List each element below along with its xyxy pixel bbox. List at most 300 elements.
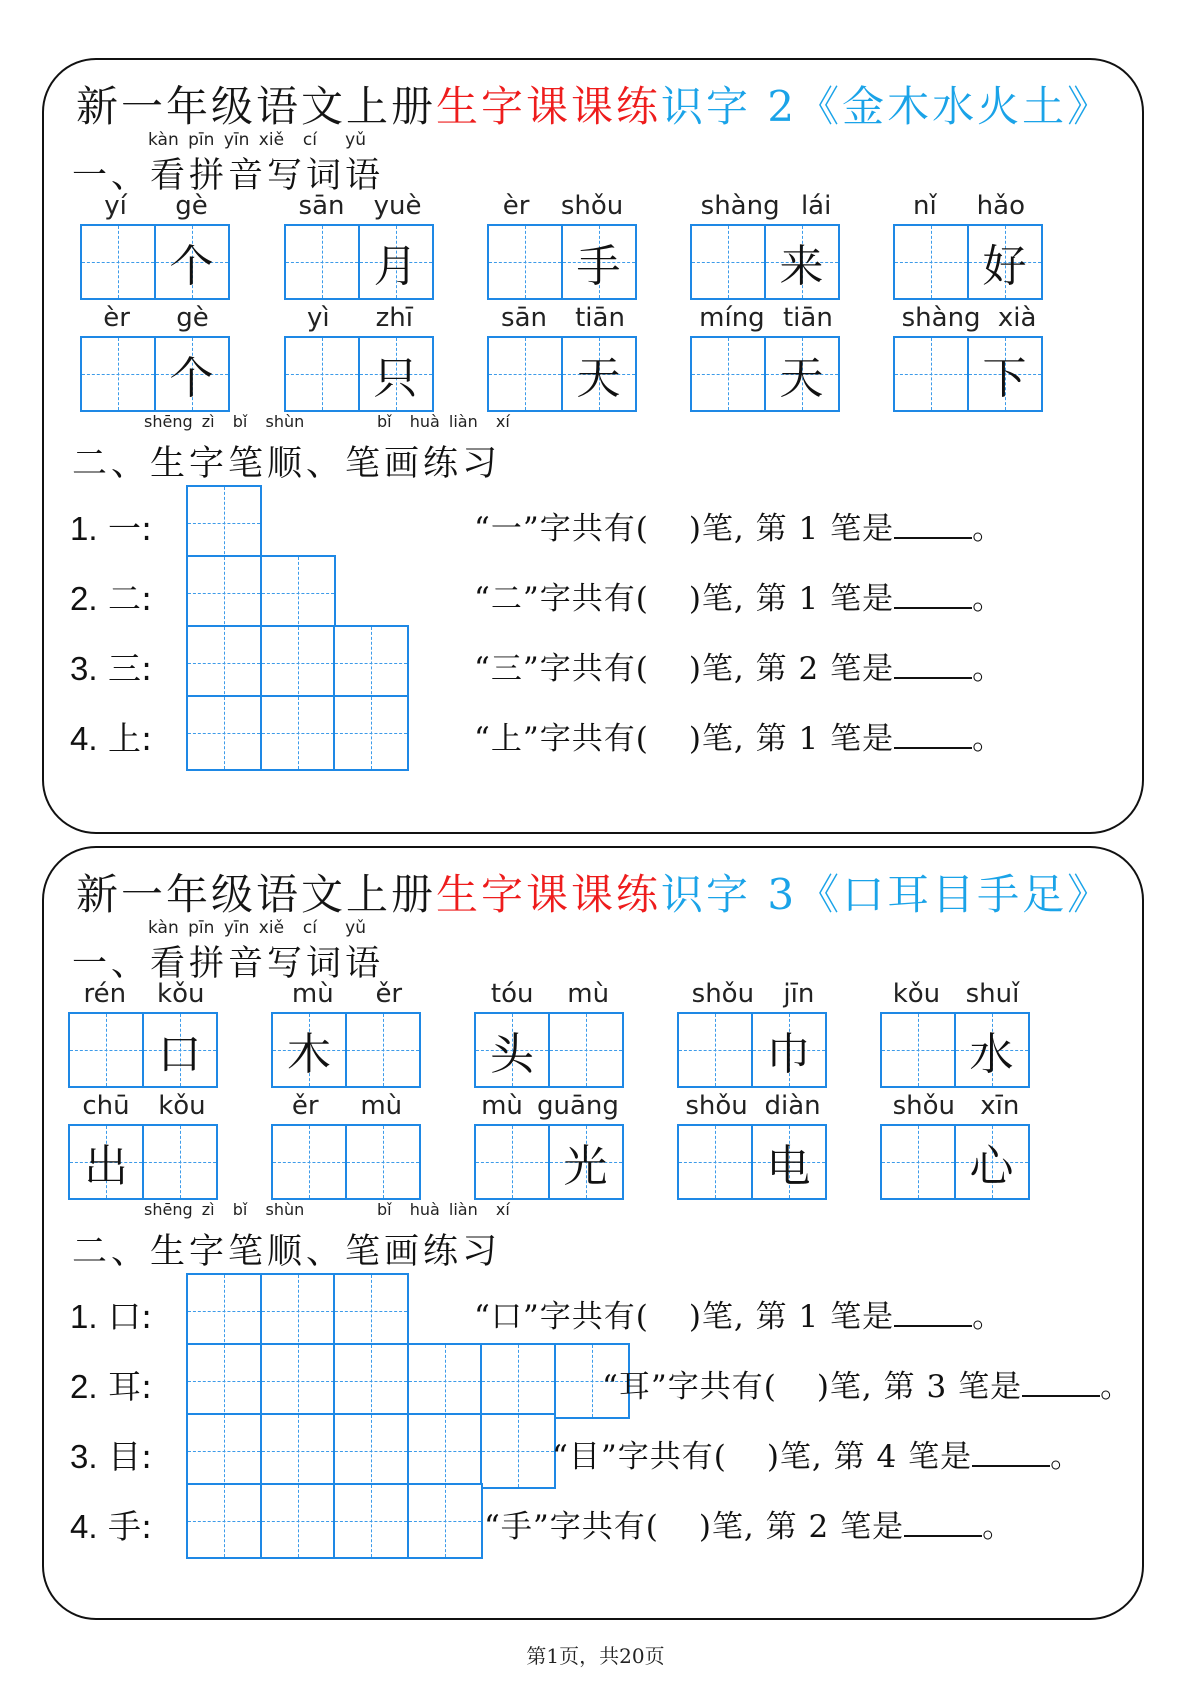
grid-character: 木 <box>287 1029 331 1080</box>
worksheet-title <box>76 870 1112 920</box>
tian-grid-cell[interactable] <box>260 1483 336 1559</box>
grid-character <box>692 226 764 298</box>
tian-grid-cell[interactable] <box>690 224 766 300</box>
tian-grid-cell[interactable] <box>880 1124 956 1200</box>
question-text-mid: )笔, 第 <box>688 1299 788 1335</box>
word-pinyin <box>271 976 423 1012</box>
stroke-index: 1 <box>798 581 820 617</box>
grid-character: 水 <box>969 1029 1014 1080</box>
row-number: 3. <box>70 1438 98 1475</box>
word-item <box>893 188 1045 300</box>
word-pinyin <box>284 300 436 336</box>
word-pinyin <box>893 300 1045 336</box>
word-item <box>271 1088 423 1200</box>
tian-grid-cell[interactable] <box>142 1124 218 1200</box>
question-text-mid: )笔, 第 <box>688 721 788 757</box>
word-pinyin <box>677 1088 829 1124</box>
section1-pinyin: kàn pīn yīn xiě cí yǔ <box>148 130 366 150</box>
grid-character: 口 <box>157 1029 202 1080</box>
row-number: 1. <box>70 1298 98 1335</box>
row-label: 3. 目: <box>70 1437 153 1476</box>
worksheet-card <box>42 58 1144 834</box>
row-number: 1. <box>70 510 98 547</box>
grid-character <box>286 226 358 298</box>
practice-grid-row <box>186 1343 630 1419</box>
tian-grid-cell[interactable] <box>68 1124 144 1200</box>
pinyin-syllable: shàng <box>901 303 981 333</box>
practice-grid-row <box>186 695 409 771</box>
tian-grid-cell[interactable] <box>764 224 840 300</box>
tian-grid-cell[interactable] <box>474 1124 550 1200</box>
tian-grid-cell[interactable] <box>186 1343 262 1419</box>
grid-character <box>895 338 967 410</box>
tian-grid-cell[interactable] <box>186 1483 262 1559</box>
stroke-question: “上”字共有( )笔, 第 1 笔是 。 <box>474 721 1005 757</box>
tian-grid-cell[interactable] <box>561 336 637 412</box>
tian-grid-cell[interactable] <box>260 1273 336 1349</box>
tian-grid-pair <box>690 336 842 412</box>
word-item <box>284 188 436 300</box>
grid-character <box>550 1014 622 1086</box>
tian-grid-pair <box>271 1124 423 1200</box>
grid-character: 手 <box>576 241 621 292</box>
tian-grid-cell[interactable] <box>186 485 262 561</box>
word-item <box>690 188 842 300</box>
word-pinyin <box>474 976 626 1012</box>
tian-grid-cell[interactable] <box>893 224 969 300</box>
grid-character: 天 <box>779 353 824 404</box>
grid-character <box>286 338 358 410</box>
grid-character <box>882 1014 954 1086</box>
stroke-question: “目”字共有( )笔, 第 4 笔是 。 <box>552 1439 1083 1475</box>
answer-blank[interactable] <box>894 1297 972 1327</box>
stroke-practice-row <box>44 625 1142 701</box>
tian-grid-pair <box>690 224 842 300</box>
word-item <box>677 976 829 1088</box>
practice-grid-row <box>186 625 409 701</box>
word-pinyin <box>690 300 842 336</box>
word-pinyin <box>487 300 639 336</box>
title-lesson: 识字 3《口耳目手足》 <box>661 870 1113 919</box>
worksheet-title <box>76 82 1112 132</box>
worksheet-card <box>42 846 1144 1620</box>
pinyin-syllable: yí <box>104 191 127 221</box>
pinyin-syllable: ěr <box>291 1091 319 1121</box>
row-label: 3. 三: <box>70 649 153 688</box>
stroke-practice-row <box>44 1343 1142 1419</box>
title-prefix: 新一年级语文上册 <box>76 870 437 919</box>
tian-grid-cell[interactable] <box>260 1413 336 1489</box>
answer-blank[interactable] <box>894 649 972 679</box>
tian-grid-cell[interactable] <box>561 224 637 300</box>
grid-character: 个 <box>169 241 214 292</box>
stroke-practice-row <box>44 555 1142 631</box>
word-pinyin <box>80 188 232 224</box>
tian-grid-pair <box>68 1012 220 1088</box>
tian-grid-pair <box>677 1012 829 1088</box>
pinyin-syllable: kǒu <box>892 979 941 1009</box>
grid-character <box>679 1126 751 1198</box>
tian-grid-cell[interactable] <box>967 336 1043 412</box>
tian-grid-cell[interactable] <box>186 555 262 631</box>
pinyin-syllable: nǐ <box>912 191 937 221</box>
pinyin-syllable: xīn <box>980 1091 1020 1121</box>
tian-grid-cell[interactable] <box>142 1012 218 1088</box>
pinyin-syllable: guāng <box>537 1091 619 1121</box>
tian-grid-cell[interactable] <box>186 1273 262 1349</box>
grid-character <box>895 226 967 298</box>
grid-character: 只 <box>373 353 418 404</box>
question-end: 。 <box>972 581 1005 617</box>
grid-character <box>70 1014 142 1086</box>
tian-grid-cell[interactable] <box>967 224 1043 300</box>
question-text-post: 笔是 <box>830 651 895 687</box>
question-text-post: 笔是 <box>830 511 895 547</box>
pinyin-syllable: tiān <box>782 303 833 333</box>
tian-grid-cell[interactable] <box>186 695 262 771</box>
pinyin-syllable: zhī <box>375 303 413 333</box>
grid-character: 个 <box>169 353 214 404</box>
word-pinyin <box>474 1088 626 1124</box>
tian-grid-pair <box>893 336 1045 412</box>
pinyin-syllable: ěr <box>375 979 403 1009</box>
title-prefix: 新一年级语文上册 <box>76 82 437 131</box>
pinyin-syllable: èr <box>502 191 530 221</box>
title-highlight: 生字课课练 <box>436 870 662 919</box>
tian-grid-cell[interactable] <box>260 1343 336 1419</box>
grid-character: 好 <box>982 241 1027 292</box>
question-end: 。 <box>972 1299 1005 1335</box>
stroke-practice-row <box>44 485 1142 561</box>
stroke-index: 1 <box>798 1299 820 1335</box>
row-character: 耳 <box>108 1367 142 1406</box>
practice-grid-row <box>186 485 262 561</box>
stroke-index: 1 <box>798 511 820 547</box>
pinyin-syllable: diàn <box>764 1091 821 1121</box>
question-text-pre: 字共有( <box>617 1439 727 1475</box>
tian-grid-pair <box>487 224 639 300</box>
answer-blank[interactable] <box>894 579 972 609</box>
question-text-post: 笔是 <box>830 721 895 757</box>
question-end: 。 <box>1050 1439 1083 1475</box>
pinyin-syllable: mù <box>291 979 334 1009</box>
tian-grid-cell[interactable] <box>751 1124 827 1200</box>
tian-grid-cell[interactable] <box>186 1413 262 1489</box>
pinyin-syllable: hǎo <box>976 191 1025 221</box>
question-text-pre: 字共有( <box>667 1369 777 1405</box>
tian-grid-cell[interactable] <box>68 1012 144 1088</box>
pinyin-syllable: shǒu <box>892 1091 956 1121</box>
stroke-question: “手”字共有( )笔, 第 2 笔是 。 <box>484 1509 1015 1545</box>
answer-blank[interactable] <box>1022 1367 1100 1397</box>
question-character: 一 <box>490 511 523 547</box>
grid-character <box>347 1126 419 1198</box>
stroke-practice-row <box>44 1413 1142 1489</box>
tian-grid-cell[interactable] <box>260 695 336 771</box>
row-label: 2. 二: <box>70 579 153 618</box>
tian-grid-cell[interactable] <box>358 336 434 412</box>
tian-grid-cell[interactable] <box>271 1012 347 1088</box>
tian-grid-pair <box>80 336 232 412</box>
tian-grid-pair <box>880 1124 1032 1200</box>
question-text-pre: 字共有( <box>539 511 649 547</box>
stroke-practice-row <box>44 1273 1142 1349</box>
question-text-pre: 字共有( <box>549 1509 659 1545</box>
tian-grid-pair <box>68 1124 220 1200</box>
section1-pinyin: kàn pīn yīn xiě cí yǔ <box>148 918 366 938</box>
grid-character <box>144 1126 216 1198</box>
tian-grid-cell[interactable] <box>677 1012 753 1088</box>
section1-heading: 一、看拼音写词语 <box>72 944 385 984</box>
row-character: 三 <box>108 649 142 688</box>
pinyin-syllable: chū <box>82 1091 130 1121</box>
question-character: 耳 <box>618 1369 651 1405</box>
tian-grid-cell[interactable] <box>284 336 360 412</box>
tian-grid-cell[interactable] <box>690 336 766 412</box>
tian-grid-pair <box>284 224 436 300</box>
word-item <box>487 300 639 412</box>
tian-grid-cell[interactable] <box>474 1012 550 1088</box>
question-character: 上 <box>490 721 523 757</box>
pinyin-syllable: shǒu <box>560 191 624 221</box>
page-footer: 第1页，共20页 <box>526 1644 665 1668</box>
title-lesson: 识字 2《金木水火土》 <box>661 82 1113 131</box>
practice-grid-row <box>186 1273 409 1349</box>
grid-character: 来 <box>779 241 824 292</box>
tian-grid-cell[interactable] <box>487 336 563 412</box>
pinyin-syllable: míng <box>699 303 765 333</box>
section2-heading: 二、生字笔顺、笔画练习 <box>72 444 502 484</box>
tian-grid-cell[interactable] <box>487 224 563 300</box>
pinyin-syllable: rén <box>83 979 127 1009</box>
grid-character <box>679 1014 751 1086</box>
tian-grid-pair <box>487 336 639 412</box>
tian-grid-cell[interactable] <box>548 1124 624 1200</box>
grid-character: 天 <box>576 353 621 404</box>
pinyin-syllable: èr <box>103 303 130 333</box>
grid-character: 光 <box>563 1141 608 1192</box>
pinyin-syllable: mù <box>567 979 610 1009</box>
question-end: 。 <box>972 651 1005 687</box>
row-label: 2. 耳: <box>70 1367 153 1406</box>
tian-grid-cell[interactable] <box>764 336 840 412</box>
stroke-practice-row <box>44 695 1142 771</box>
stroke-question: “三”字共有( )笔, 第 2 笔是 。 <box>474 651 1005 687</box>
question-text-pre: 字共有( <box>539 581 649 617</box>
tian-grid-pair <box>677 1124 829 1200</box>
tian-grid-cell[interactable] <box>954 1012 1030 1088</box>
tian-grid-cell[interactable] <box>407 1483 483 1559</box>
pinyin-syllable: yuè <box>373 191 422 221</box>
tian-grid-cell[interactable] <box>154 224 230 300</box>
tian-grid-cell[interactable] <box>893 336 969 412</box>
answer-blank[interactable] <box>894 509 972 539</box>
tian-grid-cell[interactable] <box>260 555 336 631</box>
tian-grid-cell[interactable] <box>407 1413 483 1489</box>
practice-grid-row <box>186 1413 556 1489</box>
grid-character: 月 <box>373 241 418 292</box>
tian-grid-pair <box>284 336 436 412</box>
tian-grid-cell[interactable] <box>480 1413 556 1489</box>
grid-character <box>273 1126 345 1198</box>
question-text-mid: )笔, 第 <box>816 1369 916 1405</box>
word-item <box>80 188 232 300</box>
pinyin-syllable: sān <box>501 303 548 333</box>
question-character: 手 <box>500 1509 533 1545</box>
tian-grid-pair <box>893 224 1045 300</box>
answer-blank[interactable] <box>894 719 972 749</box>
word-item <box>893 300 1045 412</box>
tian-grid-cell[interactable] <box>333 1483 409 1559</box>
row-character: 手 <box>108 1507 142 1546</box>
question-end: 。 <box>972 511 1005 547</box>
pinyin-syllable: shǒu <box>685 1091 748 1121</box>
question-text-post: 笔是 <box>908 1439 973 1475</box>
question-text-pre: 字共有( <box>539 721 649 757</box>
grid-character: 心 <box>969 1141 1014 1192</box>
tian-grid-pair <box>80 224 232 300</box>
row-character: 口 <box>108 1297 142 1336</box>
row-number: 4. <box>70 720 98 757</box>
title-highlight: 生字课课练 <box>436 82 662 131</box>
tian-grid-cell[interactable] <box>80 336 156 412</box>
word-item <box>880 976 1032 1088</box>
row-label: 4. 上: <box>70 719 153 758</box>
pinyin-syllable: gè <box>175 191 208 221</box>
tian-grid-cell[interactable] <box>80 224 156 300</box>
pinyin-syllable: kǒu <box>158 1091 206 1121</box>
row-character: 上 <box>108 719 142 758</box>
tian-grid-cell[interactable] <box>345 1124 421 1200</box>
tian-grid-cell[interactable] <box>480 1343 556 1419</box>
question-text-post: 笔是 <box>830 581 895 617</box>
stroke-practice-row <box>44 1483 1142 1559</box>
tian-grid-cell[interactable] <box>284 224 360 300</box>
pinyin-syllable: sān <box>298 191 345 221</box>
word-pinyin <box>690 188 842 224</box>
section1-heading: 一、看拼音写词语 <box>72 156 385 196</box>
practice-grid-row <box>186 555 336 631</box>
question-character: 口 <box>490 1299 523 1335</box>
tian-grid-pair <box>271 1012 423 1088</box>
tian-grid-pair <box>474 1124 626 1200</box>
row-label: 4. 手: <box>70 1507 153 1546</box>
question-character: 目 <box>568 1439 601 1475</box>
tian-grid-cell[interactable] <box>154 336 230 412</box>
stroke-index: 2 <box>798 651 820 687</box>
section2-pinyin: shēng zì bǐ shùn bǐ huà liàn xí <box>144 1200 510 1219</box>
tian-grid-cell[interactable] <box>880 1012 956 1088</box>
practice-grid-row <box>186 1483 483 1559</box>
word-pinyin <box>880 1088 1032 1124</box>
stroke-question: “口”字共有( )笔, 第 1 笔是 。 <box>474 1299 1005 1335</box>
pinyin-syllable: mù <box>481 1091 523 1121</box>
word-item <box>68 976 220 1088</box>
row-character: 目 <box>108 1437 142 1476</box>
question-text-pre: 字共有( <box>539 1299 649 1335</box>
word-item <box>474 1088 626 1200</box>
tian-grid-cell[interactable] <box>345 1012 421 1088</box>
grid-character <box>82 226 154 298</box>
pinyin-syllable: mù <box>360 1091 403 1121</box>
pinyin-syllable: yì <box>307 303 330 333</box>
pinyin-syllable: tóu <box>490 979 534 1009</box>
word-pinyin <box>677 976 829 1012</box>
stroke-index: 4 <box>876 1439 898 1475</box>
pinyin-syllable: shǒu <box>691 979 755 1009</box>
tian-grid-cell[interactable] <box>751 1012 827 1088</box>
row-number: 2. <box>70 1368 98 1405</box>
question-text-mid: )笔, 第 <box>688 511 788 547</box>
word-pinyin <box>68 976 220 1012</box>
tian-grid-cell[interactable] <box>333 1413 409 1489</box>
tian-grid-cell[interactable] <box>333 1273 409 1349</box>
pinyin-syllable: xià <box>997 303 1037 333</box>
tian-grid-cell[interactable] <box>260 625 336 701</box>
row-character: 一 <box>108 509 142 548</box>
tian-grid-cell[interactable] <box>677 1124 753 1200</box>
tian-grid-pair <box>474 1012 626 1088</box>
word-item <box>271 976 423 1088</box>
word-pinyin <box>80 300 232 336</box>
tian-grid-cell[interactable] <box>333 625 409 701</box>
tian-grid-cell[interactable] <box>407 1343 483 1419</box>
grid-character: 出 <box>84 1141 128 1192</box>
question-end: 。 <box>972 721 1005 757</box>
word-pinyin <box>893 188 1045 224</box>
grid-character <box>476 1126 548 1198</box>
question-text-post: 笔是 <box>840 1509 905 1545</box>
stroke-index: 3 <box>926 1369 948 1405</box>
tian-grid-cell[interactable] <box>548 1012 624 1088</box>
tian-grid-cell[interactable] <box>954 1124 1030 1200</box>
question-text-post: 笔是 <box>830 1299 895 1335</box>
question-end: 。 <box>1100 1369 1133 1405</box>
word-pinyin <box>271 1088 423 1124</box>
pinyin-syllable: shàng <box>700 191 780 221</box>
tian-grid-cell[interactable] <box>333 1343 409 1419</box>
word-pinyin <box>284 188 436 224</box>
word-pinyin <box>880 976 1032 1012</box>
pinyin-syllable: lái <box>800 191 832 221</box>
row-label: 1. 一: <box>70 509 153 548</box>
grid-character <box>489 226 561 298</box>
grid-character <box>692 338 764 410</box>
tian-grid-cell[interactable] <box>358 224 434 300</box>
question-text-post: 笔是 <box>958 1369 1023 1405</box>
grid-character <box>882 1126 954 1198</box>
grid-character <box>82 338 154 410</box>
pinyin-syllable: gè <box>176 303 209 333</box>
grid-character: 头 <box>490 1029 534 1080</box>
question-text-pre: 字共有( <box>539 651 649 687</box>
tian-grid-cell[interactable] <box>271 1124 347 1200</box>
grid-character <box>489 338 561 410</box>
word-item <box>487 188 639 300</box>
question-character: 二 <box>490 581 523 617</box>
pinyin-syllable: shuǐ <box>965 979 1020 1009</box>
word-item <box>690 300 842 412</box>
grid-character: 下 <box>982 353 1027 404</box>
stroke-question: “耳”字共有( )笔, 第 3 笔是 。 <box>602 1369 1133 1405</box>
question-end: 。 <box>982 1509 1015 1545</box>
answer-blank[interactable] <box>904 1507 982 1537</box>
tian-grid-cell[interactable] <box>333 695 409 771</box>
tian-grid-cell[interactable] <box>186 625 262 701</box>
answer-blank[interactable] <box>972 1437 1050 1467</box>
word-item <box>68 1088 220 1200</box>
word-pinyin <box>68 1088 220 1124</box>
